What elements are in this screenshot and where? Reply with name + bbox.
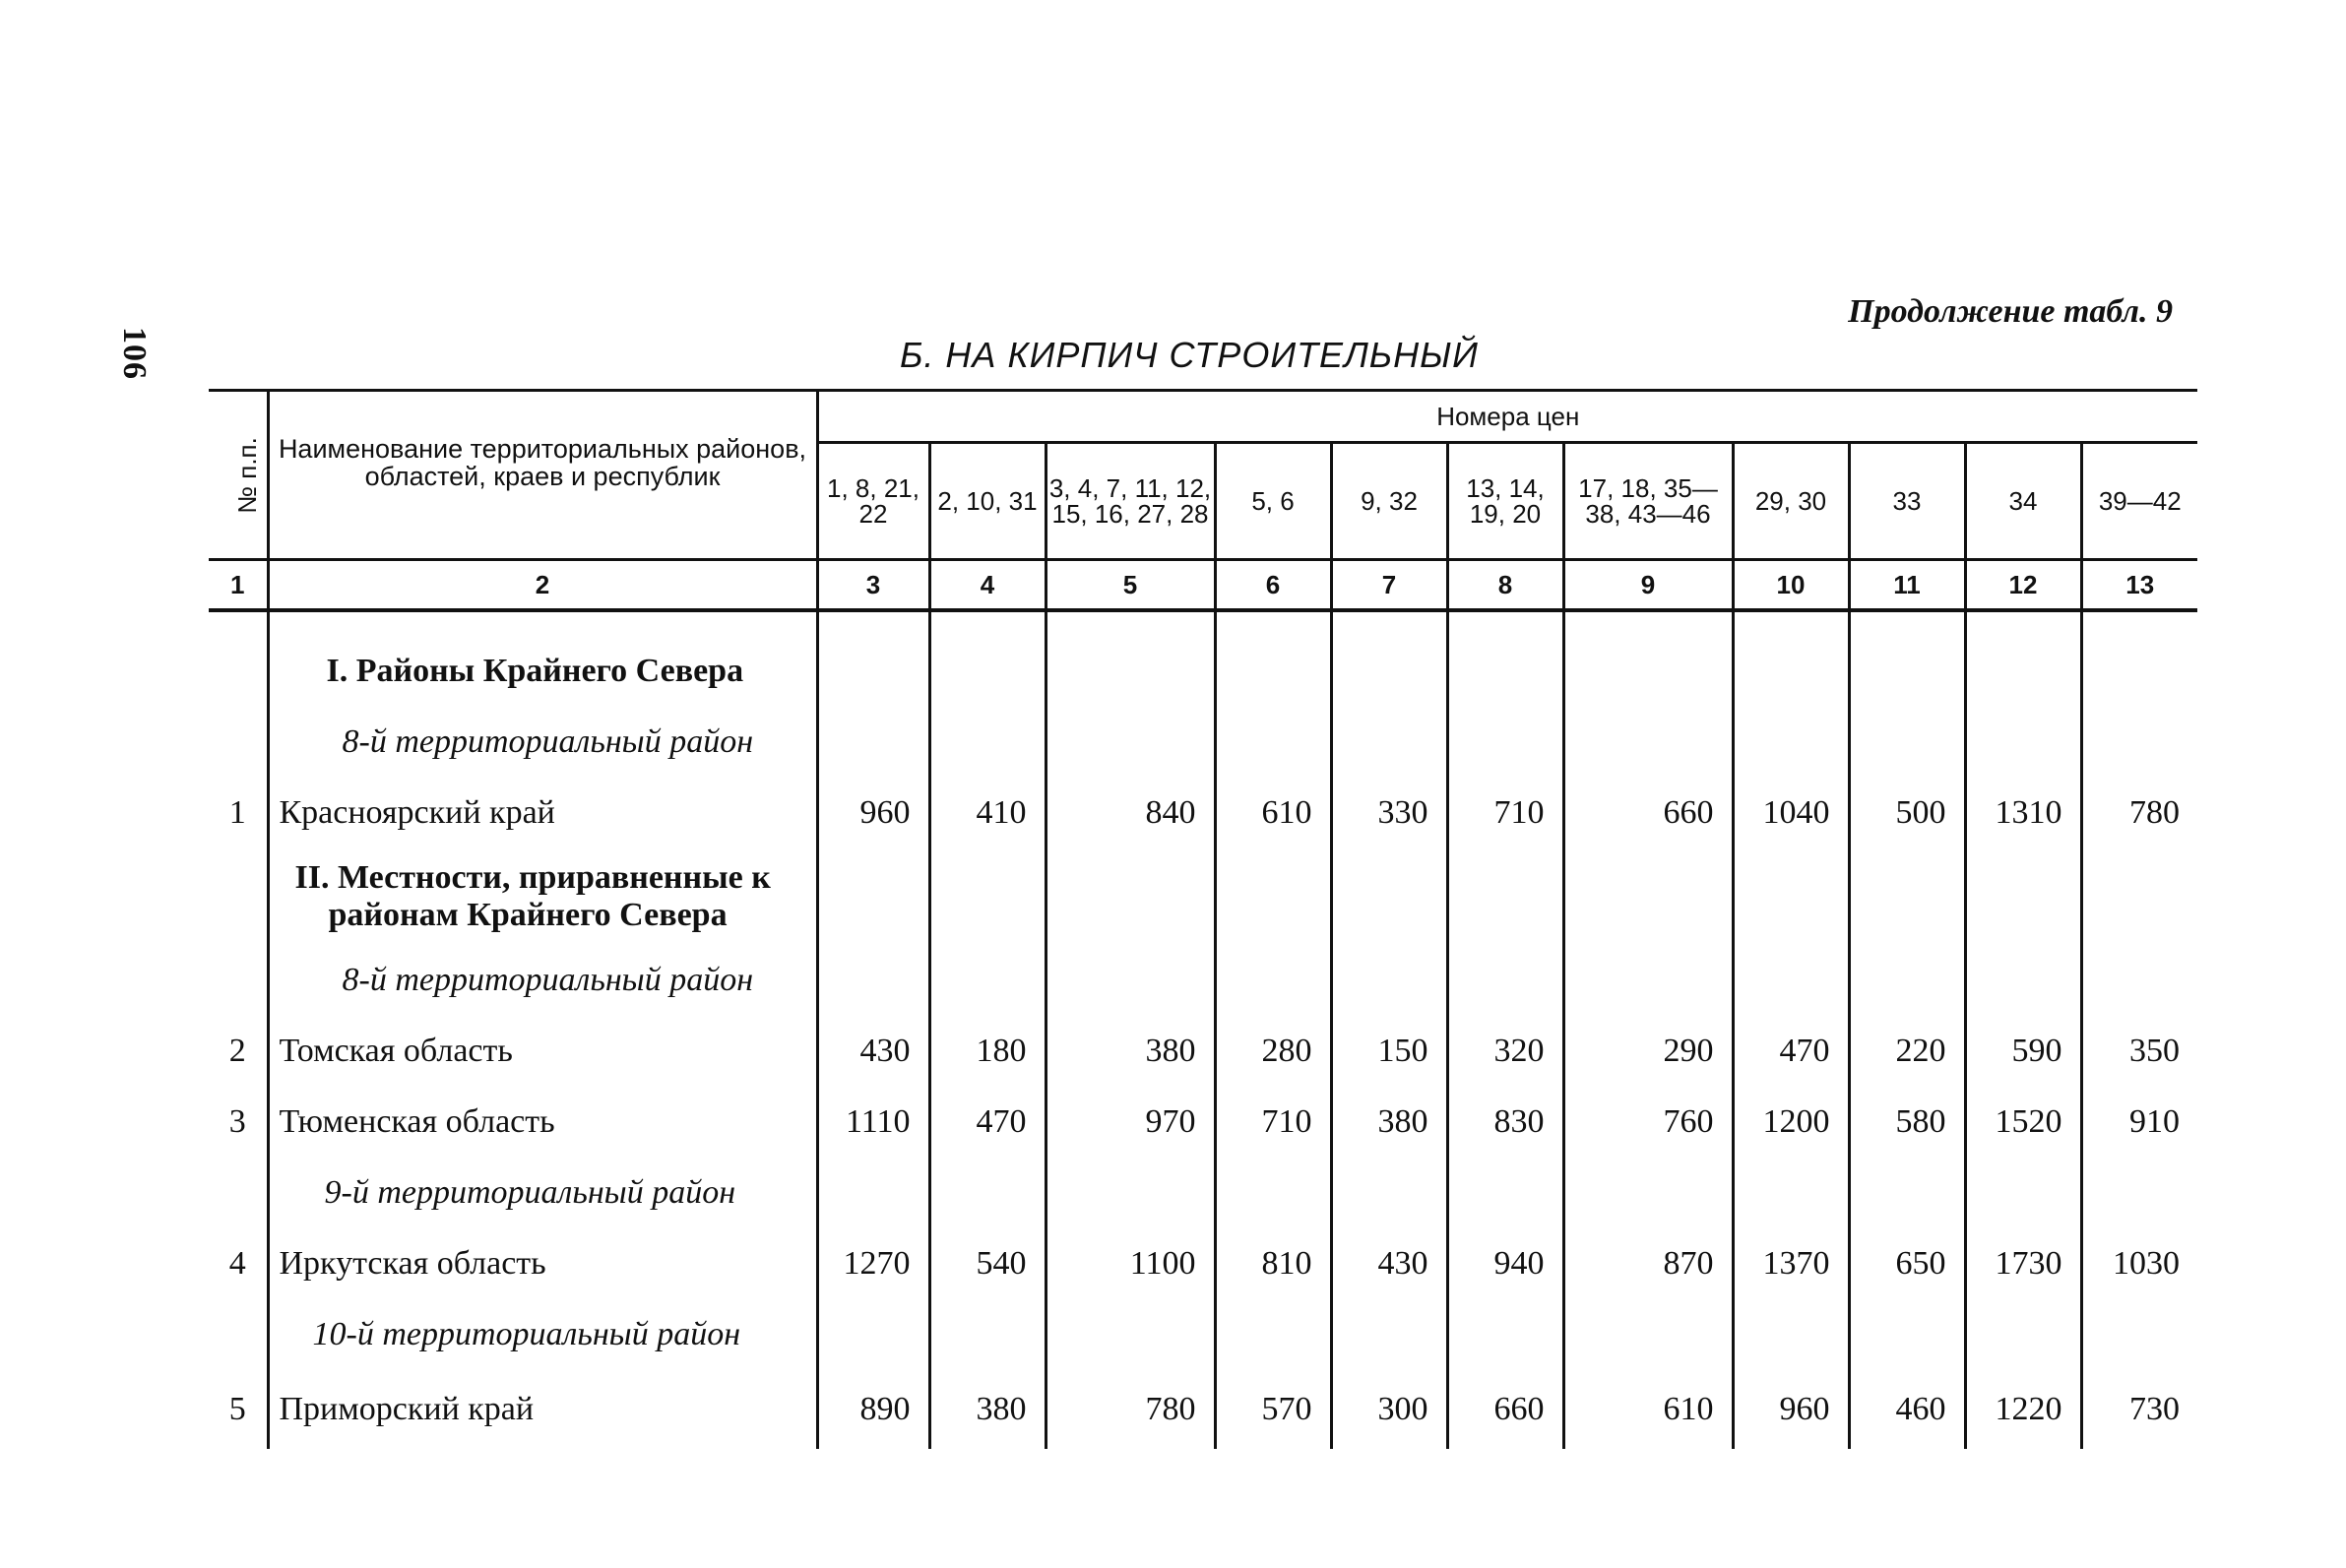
column-header-number: № п.п. <box>209 391 268 560</box>
column-index-3: 3 <box>817 560 929 611</box>
price-cell: 830 <box>1447 1087 1563 1158</box>
price-cell: 300 <box>1331 1370 1447 1449</box>
table-row <box>209 1087 2197 1158</box>
row-number: 5 <box>228 1391 246 1427</box>
column-header-price-9: 33 <box>1849 443 1965 560</box>
price-cell: 1220 <box>1965 1370 2081 1449</box>
price-cell: 960 <box>817 778 929 848</box>
column-index-12: 12 <box>1965 560 2081 611</box>
price-cell: 1110 <box>817 1087 929 1158</box>
subsection-heading-row <box>209 1158 2197 1228</box>
price-cell: 430 <box>817 1016 929 1087</box>
region-name: Приморский край <box>268 1370 817 1449</box>
table-continuation-note: Продолжение табл. 9 <box>1848 293 2173 330</box>
price-cell: 220 <box>1849 1016 1965 1087</box>
column-header-name: Наименование территориальных районов, областей, краев и республик <box>268 391 817 560</box>
row-number: 3 <box>228 1103 246 1140</box>
price-cell: 320 <box>1447 1016 1563 1087</box>
column-index-6: 6 <box>1215 560 1331 611</box>
section-2-subtitle-2: 9-й территориальный район <box>324 1174 736 1211</box>
price-cell: 580 <box>1849 1087 1965 1158</box>
price-cell: 660 <box>1563 778 1733 848</box>
price-cell: 180 <box>929 1016 1046 1087</box>
column-header-price-11: 39—42 <box>2081 443 2197 560</box>
row-number: 2 <box>228 1033 246 1069</box>
price-cell: 1100 <box>1046 1228 1215 1299</box>
column-header-price-2: 2, 10, 31 <box>929 443 1046 560</box>
section-1-subtitle: 8-й территориальный район <box>342 723 754 760</box>
price-cell: 1370 <box>1733 1228 1849 1299</box>
price-cell: 610 <box>1563 1370 1733 1449</box>
column-header-price-6: 13, 14, 19, 20 <box>1447 443 1563 560</box>
table-body <box>209 610 2197 1449</box>
column-index-5: 5 <box>1046 560 1215 611</box>
price-cell: 1030 <box>2081 1228 2197 1299</box>
region-name: Красноярский край <box>268 778 817 848</box>
price-cell: 290 <box>1563 1016 1733 1087</box>
price-cell: 150 <box>1331 1016 1447 1087</box>
price-cell: 1310 <box>1965 778 2081 848</box>
price-cell: 350 <box>2081 1016 2197 1087</box>
price-cell: 760 <box>1563 1087 1733 1158</box>
subsection-heading-row <box>209 707 2197 778</box>
price-cell: 940 <box>1447 1228 1563 1299</box>
region-name: Тюменская область <box>268 1087 817 1158</box>
section-2-subtitle-1: 8-й территориальный район <box>342 962 754 998</box>
column-header-price-10: 34 <box>1965 443 2081 560</box>
section-2-title-line1: II. Местности, приравненные к <box>294 859 771 896</box>
price-cell: 710 <box>1215 1087 1331 1158</box>
section-heading-row <box>209 848 2197 945</box>
column-index-row <box>209 560 2197 611</box>
table-row <box>209 778 2197 848</box>
page-number: 106 <box>116 327 153 380</box>
column-index-4: 4 <box>929 560 1046 611</box>
column-header-price-8: 29, 30 <box>1733 443 1849 560</box>
price-cell: 380 <box>1331 1087 1447 1158</box>
column-index-11: 11 <box>1849 560 1965 611</box>
price-cell: 540 <box>929 1228 1046 1299</box>
section-2-title-line2: районам Крайнего Севера <box>328 897 728 933</box>
region-name: Иркутская область <box>268 1228 817 1299</box>
price-cell: 890 <box>817 1370 929 1449</box>
price-cell: 500 <box>1849 778 1965 848</box>
price-cell: 650 <box>1849 1228 1965 1299</box>
price-cell: 1730 <box>1965 1228 2081 1299</box>
subsection-heading-row <box>209 1299 2197 1370</box>
price-cell: 1520 <box>1965 1087 2081 1158</box>
price-cell: 330 <box>1331 778 1447 848</box>
price-cell: 430 <box>1331 1228 1447 1299</box>
table-row <box>209 1016 2197 1087</box>
price-cell: 840 <box>1046 778 1215 848</box>
price-cell: 1040 <box>1733 778 1849 848</box>
column-header-price-5: 9, 32 <box>1331 443 1447 560</box>
price-cell: 410 <box>929 778 1046 848</box>
price-cell: 870 <box>1563 1228 1733 1299</box>
column-index-10: 10 <box>1733 560 1849 611</box>
column-header-price-3: 3, 4, 7, 11, 12, 15, 16, 27, 28 <box>1046 443 1215 560</box>
section-2-subtitle-3: 10-й территориальный район <box>312 1316 741 1352</box>
column-index-2: 2 <box>268 560 817 611</box>
section-1-title: I. Районы Крайнего Севера <box>326 653 744 689</box>
price-cell: 470 <box>1733 1016 1849 1087</box>
price-cell: 910 <box>2081 1087 2197 1158</box>
subsection-heading-row <box>209 945 2197 1016</box>
column-header-price-1: 1, 8, 21, 22 <box>817 443 929 560</box>
price-cell: 780 <box>2081 778 2197 848</box>
column-header-price-7: 17, 18, 35—38, 43—46 <box>1563 443 1733 560</box>
table-row <box>209 1370 2197 1449</box>
price-cell: 570 <box>1215 1370 1331 1449</box>
column-index-13: 13 <box>2081 560 2197 611</box>
price-cell: 730 <box>2081 1370 2197 1449</box>
price-cell: 660 <box>1447 1370 1563 1449</box>
price-cell: 710 <box>1447 778 1563 848</box>
price-table <box>209 389 2197 1449</box>
price-cell: 470 <box>929 1087 1046 1158</box>
price-cell: 1270 <box>817 1228 929 1299</box>
price-cell: 780 <box>1046 1370 1215 1449</box>
row-number: 1 <box>228 794 246 831</box>
price-cell: 590 <box>1965 1016 2081 1087</box>
price-cell: 280 <box>1215 1016 1331 1087</box>
column-index-9: 9 <box>1563 560 1733 611</box>
region-name: Томская область <box>268 1016 817 1087</box>
section-title: Б. НА КИРПИЧ СТРОИТЕЛЬНЫЙ <box>900 335 1479 375</box>
price-cell: 970 <box>1046 1087 1215 1158</box>
column-header-price-4: 5, 6 <box>1215 443 1331 560</box>
price-cell: 810 <box>1215 1228 1331 1299</box>
column-group-price-numbers: Номера цен <box>817 391 2197 443</box>
price-cell: 960 <box>1733 1370 1849 1449</box>
section-heading-row <box>209 636 2197 707</box>
row-number: 4 <box>228 1245 246 1282</box>
column-index-7: 7 <box>1331 560 1447 611</box>
price-cell: 610 <box>1215 778 1331 848</box>
column-index-1: 1 <box>209 560 268 611</box>
price-cell: 1200 <box>1733 1087 1849 1158</box>
table-row <box>209 1228 2197 1299</box>
price-cell: 460 <box>1849 1370 1965 1449</box>
price-cell: 380 <box>929 1370 1046 1449</box>
column-index-8: 8 <box>1447 560 1563 611</box>
price-cell: 380 <box>1046 1016 1215 1087</box>
